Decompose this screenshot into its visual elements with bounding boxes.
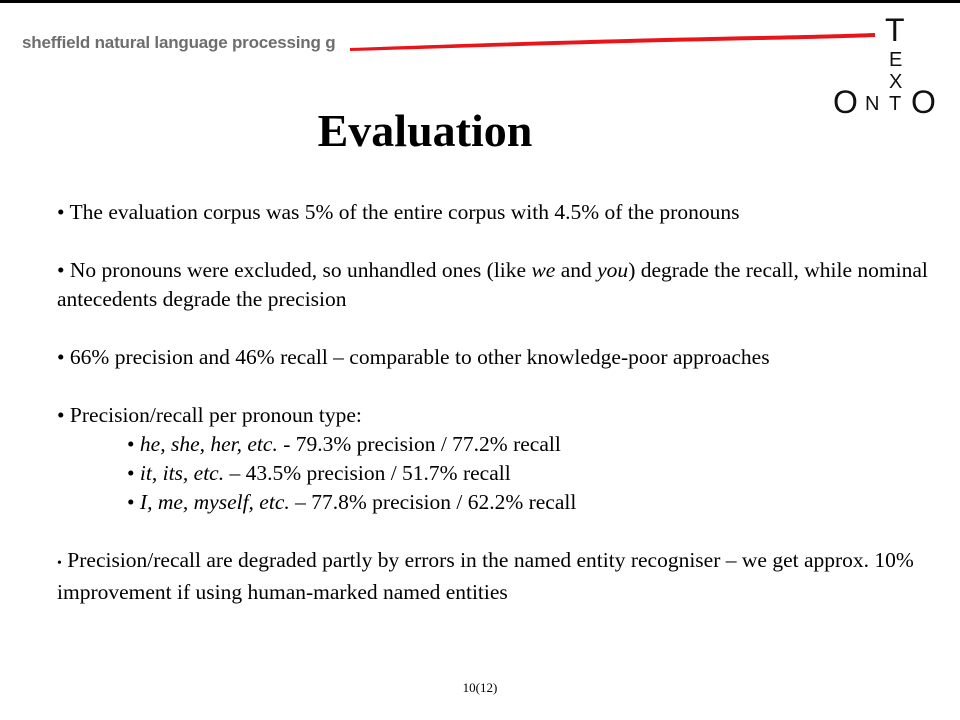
slide-content [57,198,952,607]
sub-bullet-he-she: • he, she, her, etc. - 79.3% precision / 77.2% recall [127,432,561,456]
sheffield-nlp-logo: sheffield natural language processing g [22,33,336,52]
bullet-pronouns-excluded: • No pronouns were excluded, so unhandled ones (like we and you) degrade the recall, while nominal antecedents degrade the precision [57,258,928,311]
bullet-mark: • [57,258,65,282]
logo-letter-e: E [889,49,903,71]
sub-bullet-it-its: • it, its, etc. – 43.5% precision / 51.7% recall [127,461,511,485]
bullet-mark: • [57,403,65,427]
top-border-rule [0,0,960,3]
bullet-precision-recall: • 66% precision and 46% recall – comparable to other knowledge-poor approaches [57,345,770,369]
red-swoosh-line [340,28,880,58]
bullet-mark: • [127,490,135,514]
sub-bullet-i-me: • I, me, myself, etc. – 77.8% precision / 62.2% recall [127,490,577,514]
bullet-ner-errors: • Precision/recall are degraded partly by errors in the named entity recogniser – we get approx. 10% improvement if using human-marked named entities [57,548,914,604]
logo-letter-x: X [889,71,903,93]
bullet-mark: • [57,345,65,369]
bullet-mark: • [57,556,62,571]
logo-letter-t: T [885,12,905,48]
logo-letter-o2: O [911,84,936,120]
bullet-per-type: • Precision/recall per pronoun type: [57,403,362,427]
logo-letter-o1: O [833,84,858,120]
bullet-mark: • [127,461,135,485]
page-number: 10(12) [462,680,498,695]
bullet-mark: • [127,432,135,456]
logo-letter-n: N [865,93,880,115]
bullet-mark: • [57,200,65,224]
bullet-corpus: • The evaluation corpus was 5% of the entire corpus with 4.5% of the pronouns [57,200,740,224]
logo-letter-t2: T [889,93,902,115]
slide-title: Evaluation [317,105,533,156]
